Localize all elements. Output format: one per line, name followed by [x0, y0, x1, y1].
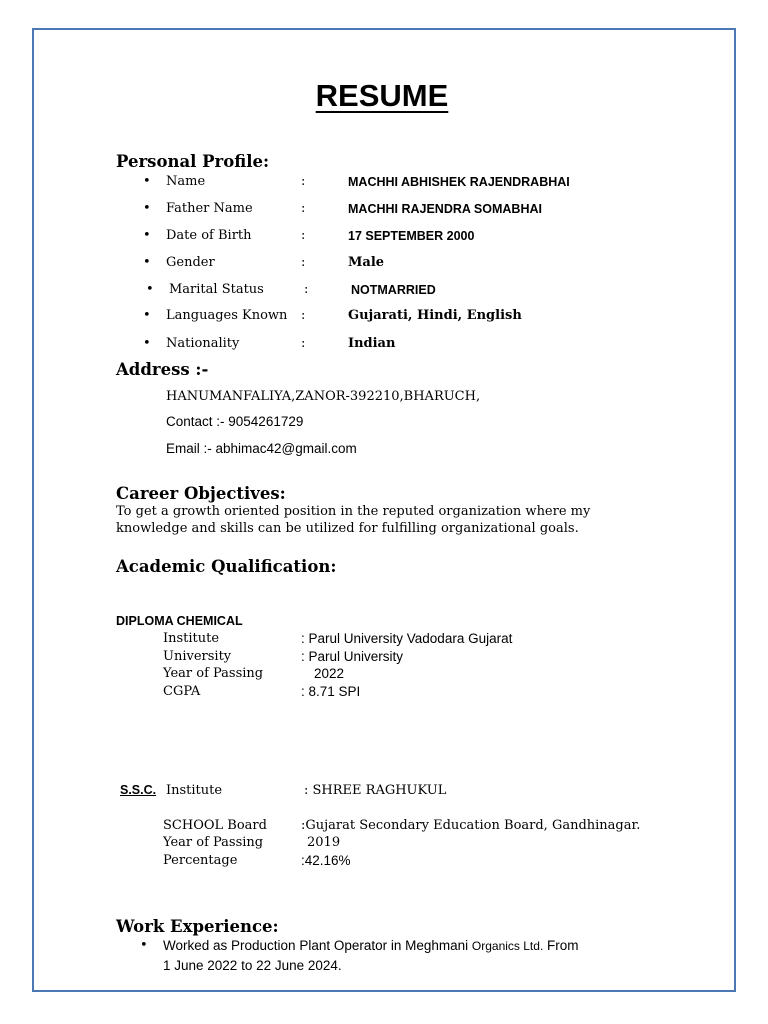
bullet-icon: • — [146, 282, 154, 297]
ssc-percentage-label: Percentage — [163, 853, 238, 868]
colon: : — [301, 174, 306, 189]
address-heading: Address :- — [116, 360, 209, 379]
colon: : — [301, 228, 306, 243]
work-company: Organics Ltd. — [471, 939, 544, 953]
marital-status-value: NOTMARRIED — [351, 283, 436, 297]
ssc-institute-value: : SHREE RAGHUKUL — [304, 783, 447, 798]
nationality-value: Indian — [348, 336, 396, 351]
bullet-icon: • — [143, 201, 151, 216]
bullet-icon: • — [143, 255, 151, 270]
name-label: Name — [166, 174, 206, 189]
resume-title: RESUME — [315, 78, 449, 113]
date-of-birth-label: Date of Birth — [166, 228, 252, 243]
bullet-icon: • — [143, 308, 151, 323]
bullet-icon: • — [140, 938, 148, 953]
work-line-prefix: Worked as Production Plant Operator in Meghmani — [163, 938, 472, 953]
academic-qualification-heading: Academic Qualification: — [116, 557, 337, 576]
colon: : — [301, 201, 306, 216]
date-of-birth-value: 17 SEPTEMBER 2000 — [348, 229, 475, 243]
colon: : — [304, 282, 309, 297]
diploma-institute-value: : Parul University Vadodara Gujarat — [301, 631, 513, 646]
ssc-year-label: Year of Passing — [163, 835, 264, 850]
career-objective-line: To get a growth oriented position in the reputed organization where my — [116, 504, 591, 519]
languages-known-label: Languages Known — [166, 308, 288, 323]
career-objectives-heading: Career Objectives: — [116, 484, 286, 503]
bullet-icon: • — [143, 336, 151, 351]
diploma-year-value: 2022 — [314, 666, 345, 681]
work-line-suffix: From — [543, 938, 579, 953]
ssc-institute-label: Institute — [166, 783, 223, 798]
diploma-year-label: Year of Passing — [163, 666, 264, 681]
languages-known-value: Gujarati, Hindi, English — [348, 308, 522, 323]
colon: : — [301, 336, 306, 351]
diploma-university-label: University — [163, 649, 232, 664]
address-line: HANUMANFALIYA,ZANOR-392210,BHARUCH, — [166, 389, 481, 404]
career-objective-line: knowledge and skills can be utilized for fulfilling organizational goals. — [116, 521, 579, 536]
father-name-label: Father Name — [166, 201, 253, 216]
email-line: Email :- abhimac42@gmail.com — [166, 441, 357, 456]
father-name-value: MACHHI RAJENDRA SOMABHAI — [348, 202, 542, 216]
contact-line: Contact :- 9054261729 — [166, 414, 304, 429]
name-value: MACHHI ABHISHEK RAJENDRABHAI — [348, 175, 570, 189]
diploma-institute-label: Institute — [163, 631, 220, 646]
work-experience-heading: Work Experience: — [116, 917, 279, 936]
bullet-icon: • — [143, 174, 151, 189]
diploma-cgpa-value: : 8.71 SPI — [301, 684, 361, 699]
ssc-title: S.S.C. — [120, 783, 157, 797]
ssc-board-label: SCHOOL Board — [163, 818, 267, 833]
colon: : — [301, 255, 306, 270]
gender-value: Male — [348, 255, 385, 270]
ssc-year-value: 2019 — [307, 835, 341, 850]
bullet-icon: • — [143, 228, 151, 243]
personal-profile-heading: Personal Profile: — [116, 152, 270, 171]
work-experience-line — [163, 938, 579, 953]
ssc-board-value: :Gujarat Secondary Education Board, Gandhinagar. — [301, 818, 641, 833]
ssc-percentage-value: :42.16% — [301, 853, 351, 868]
colon: : — [301, 308, 306, 323]
diploma-cgpa-label: CGPA — [163, 684, 201, 699]
gender-label: Gender — [166, 255, 215, 270]
diploma-university-value: : Parul University — [301, 649, 404, 664]
marital-status-label: Marital Status — [169, 282, 264, 297]
nationality-label: Nationality — [166, 336, 240, 351]
work-experience-dates: 1 June 2022 to 22 June 2024. — [163, 958, 342, 973]
diploma-title: DIPLOMA CHEMICAL — [116, 614, 243, 628]
